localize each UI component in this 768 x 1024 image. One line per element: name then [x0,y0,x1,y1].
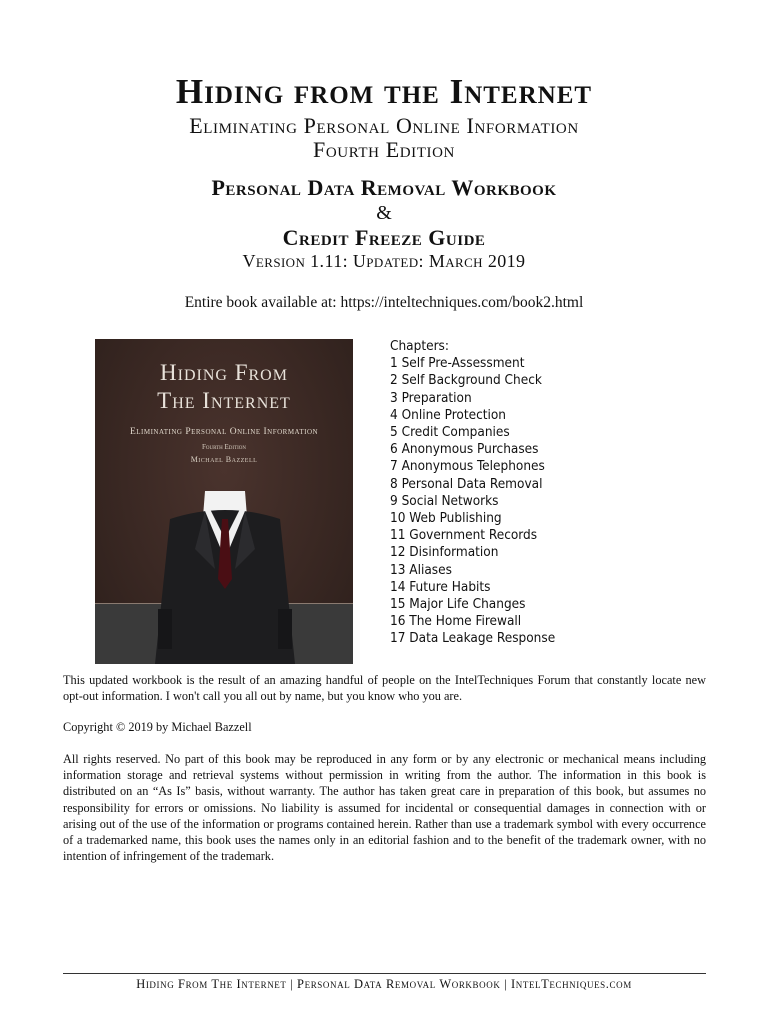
cover-title [95,359,353,415]
page-footer: Hiding From The Internet | Personal Data Removal Workbook | IntelTechniques.com [136,977,632,991]
footer-divider [63,973,706,974]
chapter-item: 11 Government Records [390,527,538,544]
chapter-item: 16 The Home Firewall [390,613,522,630]
cover-title-line-1: Hiding From [160,360,288,385]
chapter-item: 12 Disinformation [390,544,499,561]
cover-subtitle: Eliminating Personal Online Information [129,427,319,437]
intro-paragraph: This updated workbook is the result of an amazing handful of people on the IntelTechniques Forum that constantly locate new opt-out information. I won't call you all out by name, but you know who you are. [63,673,706,704]
chapter-item: 7 Anonymous Telephones [390,458,545,475]
workbook-title: Personal Data Removal Workbook [211,175,557,200]
copyright-line: Copyright © 2019 by Michael Bazzell [63,720,252,734]
workbook-heading [0,175,768,271]
chapter-item: 17 Data Leakage Response [390,630,556,647]
chapter-item: 8 Personal Data Removal [390,475,543,492]
chapter-item: 2 Self Background Check [390,372,542,389]
cover-edition: Fourth Edition [201,443,247,451]
cover-title-line-2: The Internet [157,388,291,413]
chapter-item: 3 Preparation [390,389,472,406]
book-edition: Fourth Edition [313,137,455,162]
availability-line: Entire book available at: https://inteltechniques.com/book2.html [184,294,584,311]
chapter-item: 14 Future Habits [390,578,491,595]
version-line: Version 1.11: Updated: March 2019 [242,251,526,271]
book-title: Hiding from the Internet [175,72,593,111]
rights-paragraph: All rights reserved. No part of this book may be reproduced in any form or by any electronic or mechanical means including information storage and retrieval systems without permission in writing from the author. The information in this book is distributed on an “As Is” basis, without warranty. The author has taken great care in preparation of this book, but assumes no responsibility for errors or omissions. No liability is assumed for incidental or consequential damages in connection with or arising out of the use of the information or programs contained herein. Rather than use a trademark symbol with every occurrence of a trademarked name, this book uses the names only in an editorial fashion and to the benefit of the trademark owner, with no intention of infringement of the trademark. [63,752,706,864]
chapter-item: 4 Online Protection [390,406,507,423]
credit-freeze-title: Credit Freeze Guide [282,225,486,250]
chapter-item: 9 Social Networks [390,492,499,509]
page-header [0,70,768,162]
chapter-item: 1 Self Pre-Assessment [390,355,525,372]
cover-author: Michael Bazzell [190,455,258,464]
headless-suit-illustration [150,489,300,664]
chapters-heading: Chapters: [390,338,449,354]
chapters-list [390,338,555,648]
chapter-item: 5 Credit Companies [390,424,510,441]
chapter-item: 6 Anonymous Purchases [390,441,539,458]
chapter-item: 13 Aliases [390,561,452,578]
workbook-ampersand: & [376,202,392,224]
book-subtitle: Eliminating Personal Online Information [189,113,579,138]
chapter-item: 15 Major Life Changes [390,596,526,613]
chapter-item: 10 Web Publishing [390,510,502,527]
book-cover-image [95,339,353,664]
